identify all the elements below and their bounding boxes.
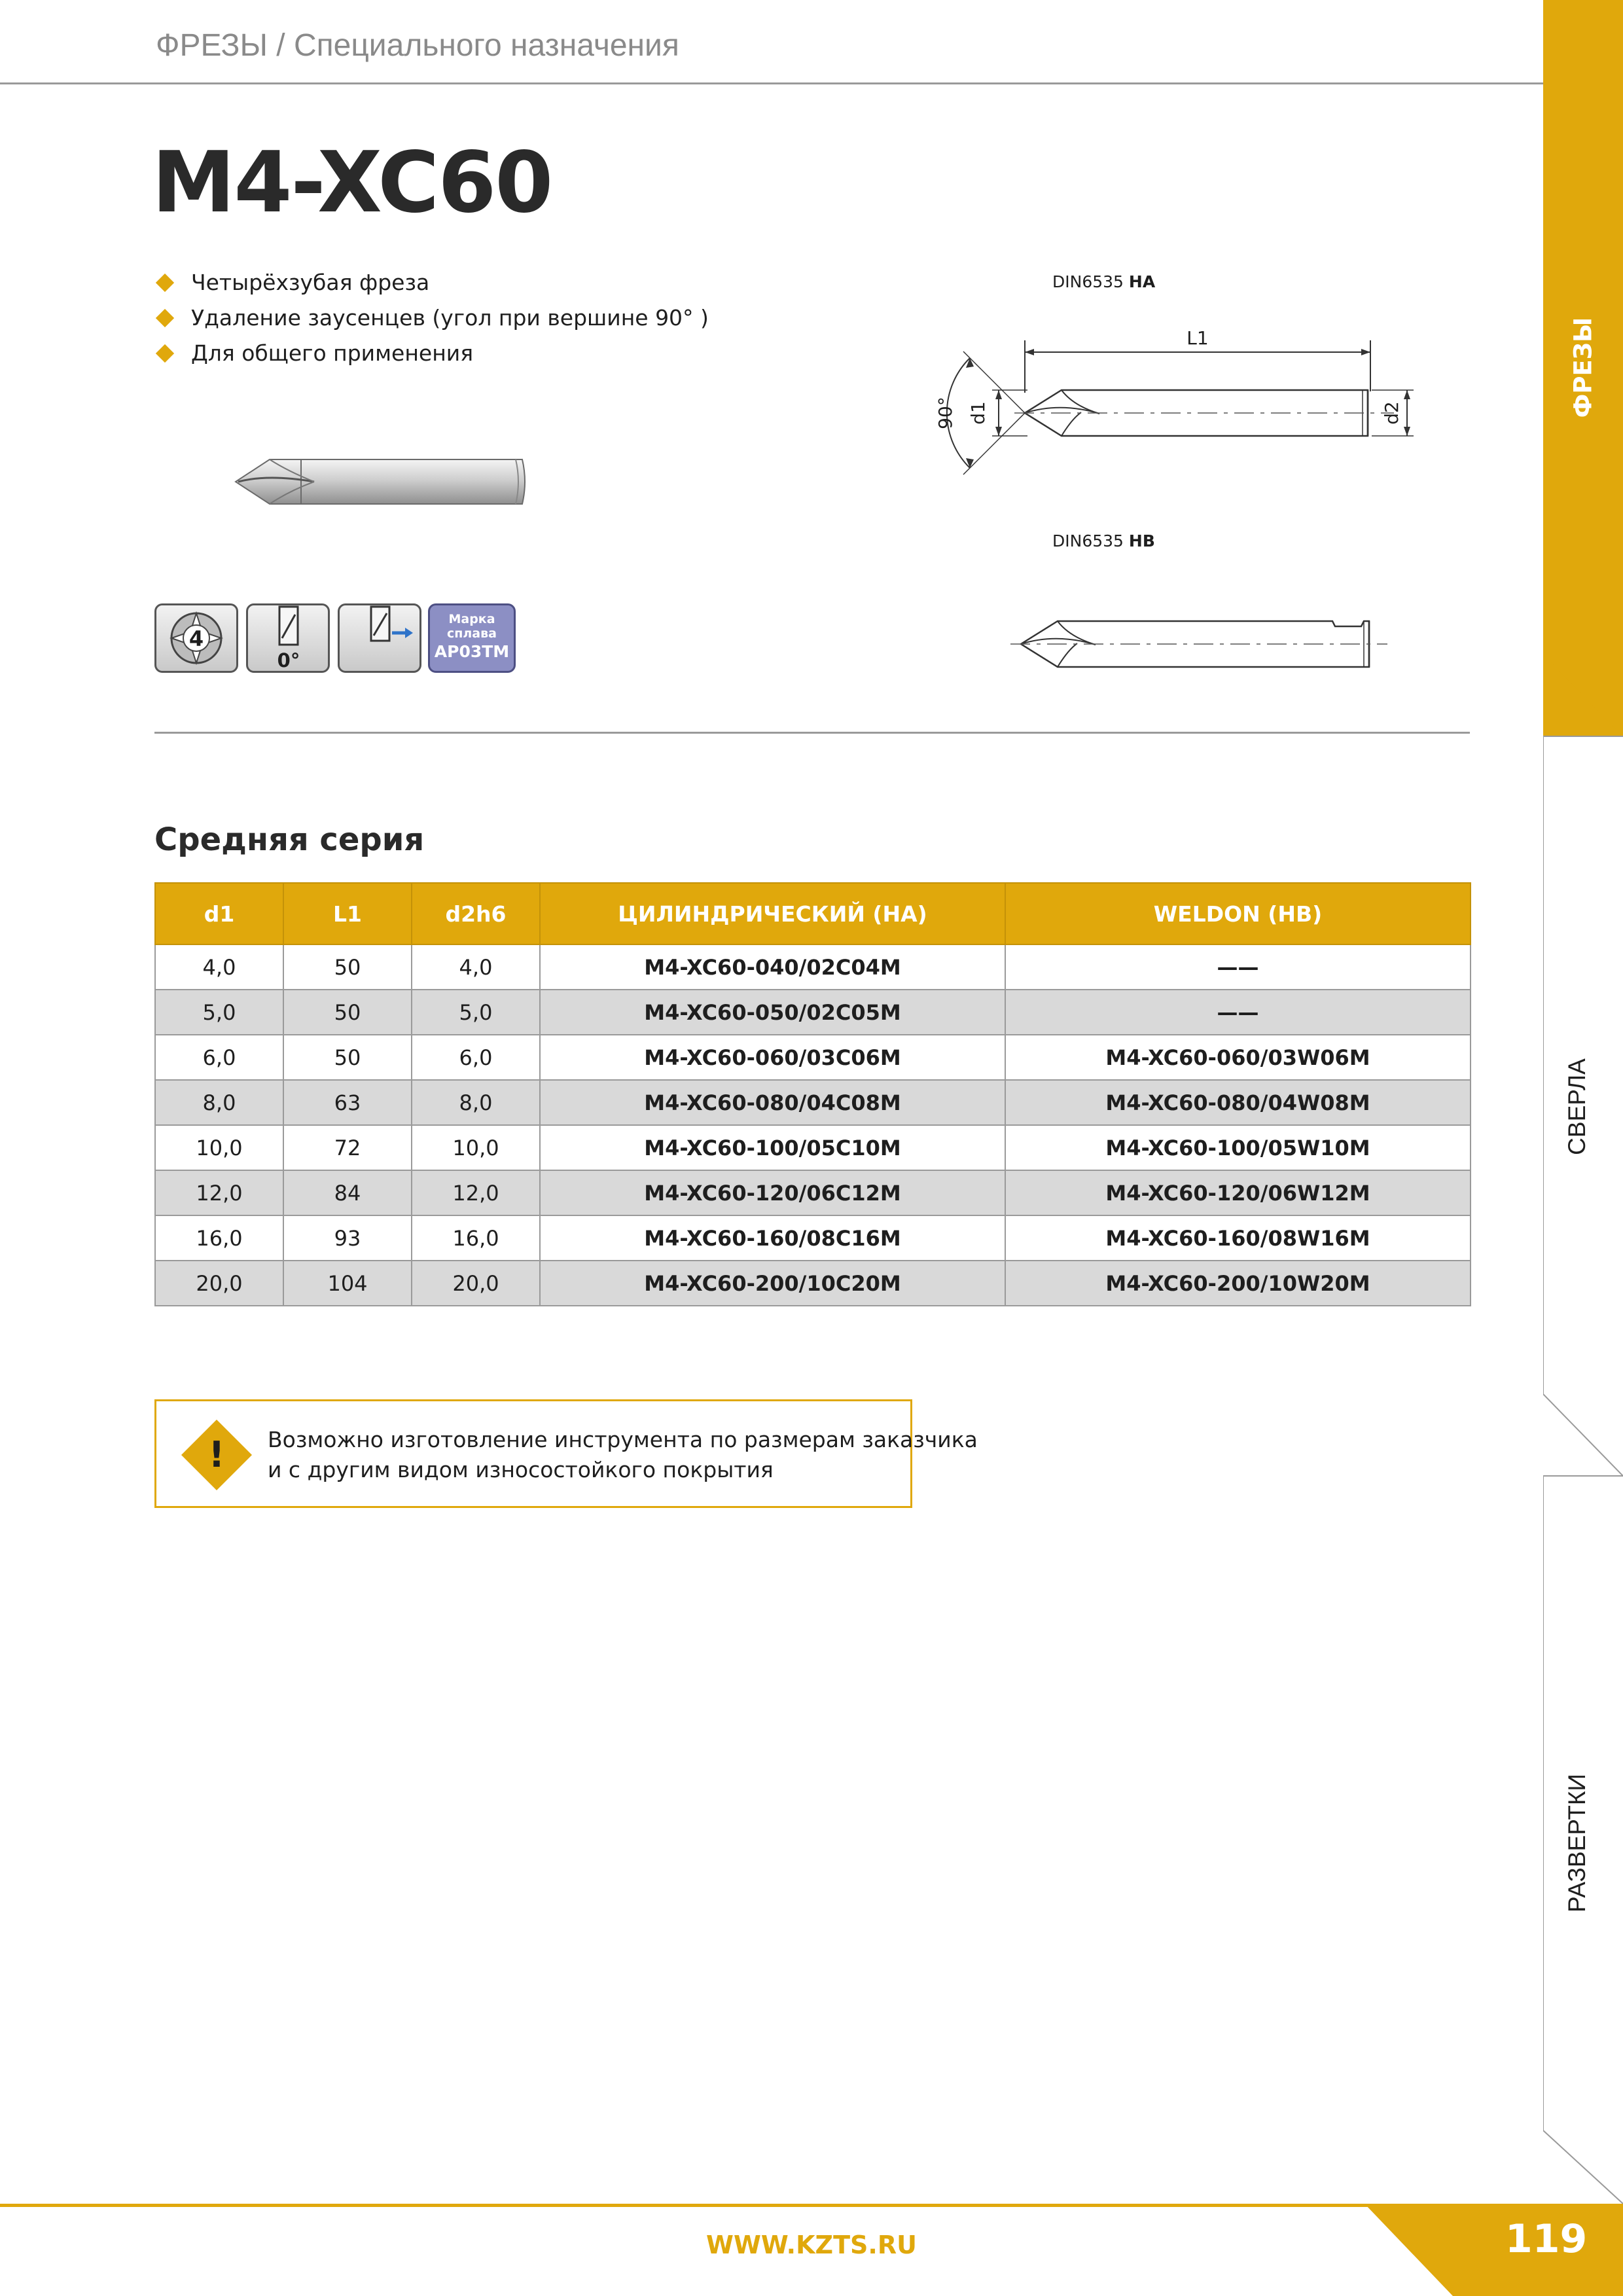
product-table (154, 882, 1471, 1306)
column-header: WELDON (HB) (1005, 883, 1471, 944)
feature-item (156, 270, 429, 295)
product-code-cell: M4-XC60-160/08W16M (1005, 1215, 1471, 1261)
product-code-cell: M4-XC60-200/10C20M (540, 1261, 1005, 1306)
table-row (155, 1125, 1471, 1170)
side-tabs-frame (1543, 655, 1623, 2204)
section-title: Средняя серия (154, 821, 425, 858)
dimension-cell: 20,0 (412, 1261, 540, 1306)
dim-l1: L1 (1186, 327, 1209, 349)
product-code-cell: M4-XC60-080/04W08M (1005, 1080, 1471, 1125)
dimension-cell: 10,0 (412, 1125, 540, 1170)
dimension-cell: 6,0 (155, 1035, 283, 1080)
dim-d1: d1 (967, 401, 989, 425)
warning-icon (181, 1420, 252, 1490)
section-divider (154, 732, 1470, 734)
feature-text: Удаление заусенцев (угол при вершине 90° ) (191, 305, 709, 331)
drawing-label-hb: DIN6535 HB (1052, 531, 1155, 550)
footer-url-link[interactable]: WWW.KZTS.RU (706, 2231, 917, 2259)
helix-angle-value: 0° (277, 649, 300, 671)
table-row (155, 1261, 1471, 1306)
column-header: ЦИЛИНДРИЧЕСКИЙ (НА) (540, 883, 1005, 944)
product-code-cell: M4-XC60-120/06C12M (540, 1170, 1005, 1215)
coolant-badge (338, 603, 421, 673)
dimension-cell: 104 (283, 1261, 412, 1306)
table-header-row (155, 883, 1471, 944)
dim-angle: 90° (935, 397, 956, 429)
table-row (155, 1170, 1471, 1215)
column-header: L1 (283, 883, 412, 944)
drawing-ha (910, 321, 1433, 491)
breadcrumb: ФРЕЗЫ / Специального назначения (156, 28, 679, 63)
bullet-diamond-icon (156, 344, 174, 362)
product-code-cell: —— (1005, 944, 1471, 990)
product-code-cell: M4-XC60-120/06W12M (1005, 1170, 1471, 1215)
product-code-cell: M4-XC60-050/02C05M (540, 990, 1005, 1035)
straight-flute-icon (248, 605, 328, 671)
dimension-cell: 8,0 (155, 1080, 283, 1125)
product-code-cell: M4-XC60-080/04C08M (540, 1080, 1005, 1125)
column-header: d2h6 (412, 883, 540, 944)
dimension-cell: 50 (283, 990, 412, 1035)
page-number: 119 (1505, 2216, 1588, 2262)
tab-label: ФРЕЗЫ (1569, 317, 1597, 418)
product-code-cell: M4-XC60-100/05C10M (540, 1125, 1005, 1170)
four-flute-icon (156, 605, 236, 671)
feature-item (156, 340, 473, 366)
header-divider (0, 82, 1543, 84)
dimension-cell: 10,0 (155, 1125, 283, 1170)
note-text: Возможно изготовление инструмента по размерам заказчика и с другим видом износостойкого покрытия (268, 1427, 978, 1482)
product-code-cell: M4-XC60-060/03C06M (540, 1035, 1005, 1080)
alloy-label: Марка (448, 612, 495, 626)
product-code-cell: M4-XC60-060/03W06M (1005, 1035, 1471, 1080)
dimension-cell: 72 (283, 1125, 412, 1170)
dimension-cell: 5,0 (412, 990, 540, 1035)
info-note (154, 1399, 978, 1508)
tab-milling[interactable] (1543, 0, 1623, 736)
table-row (155, 990, 1471, 1035)
alloy-value: AP03TM (434, 642, 510, 661)
dimension-cell: 16,0 (412, 1215, 540, 1261)
dimension-cell: 20,0 (155, 1261, 283, 1306)
dimension-cell: 50 (283, 944, 412, 990)
drawing-hb (1008, 612, 1453, 677)
dimension-cell: 8,0 (412, 1080, 540, 1125)
table-row (155, 1215, 1471, 1261)
product-code-cell: —— (1005, 990, 1471, 1035)
dimension-cell: 5,0 (155, 990, 283, 1035)
flutes-badge (154, 603, 238, 673)
dim-d2: d2 (1381, 401, 1402, 425)
alloy-label: сплава (447, 626, 497, 641)
flutes-value: 4 (188, 626, 204, 651)
dimension-cell: 6,0 (412, 1035, 540, 1080)
dimension-cell: 63 (283, 1080, 412, 1125)
product-code-cell: M4-XC60-160/08C16M (540, 1215, 1005, 1261)
dimension-cell: 50 (283, 1035, 412, 1080)
bullet-diamond-icon (156, 308, 174, 327)
side-coolant-icon (340, 605, 419, 671)
page-title: M4-XC60 (152, 134, 552, 232)
drawing-label-ha: DIN6535 HA (1052, 272, 1156, 291)
tool-photo (229, 452, 530, 512)
dimension-cell: 16,0 (155, 1215, 283, 1261)
column-header: d1 (155, 883, 283, 944)
feature-text: Для общего применения (191, 340, 474, 366)
dimension-cell: 93 (283, 1215, 412, 1261)
dimension-cell: 4,0 (412, 944, 540, 990)
product-code-cell: M4-XC60-040/02C04M (540, 944, 1005, 990)
bullet-diamond-icon (156, 273, 174, 291)
dimension-cell: 4,0 (155, 944, 283, 990)
dimension-cell: 12,0 (155, 1170, 283, 1215)
dimension-cell: 12,0 (412, 1170, 540, 1215)
product-code-cell: M4-XC60-100/05W10M (1005, 1125, 1471, 1170)
table-row (155, 944, 1471, 990)
alloy-badge (428, 603, 516, 673)
dimension-cell: 84 (283, 1170, 412, 1215)
feature-item (156, 305, 709, 331)
helix-angle-badge (246, 603, 330, 673)
table-row (155, 1080, 1471, 1125)
table-row (155, 1035, 1471, 1080)
product-code-cell: M4-XC60-200/10W20M (1005, 1261, 1471, 1306)
warning-mark: ! (208, 1434, 225, 1475)
tab-reamers[interactable]: РАЗВЕРТКИ (1563, 1774, 1590, 1912)
tab-drills[interactable]: СВЕРЛА (1563, 1058, 1590, 1155)
feature-text: Четырёхзубая фреза (191, 270, 430, 295)
